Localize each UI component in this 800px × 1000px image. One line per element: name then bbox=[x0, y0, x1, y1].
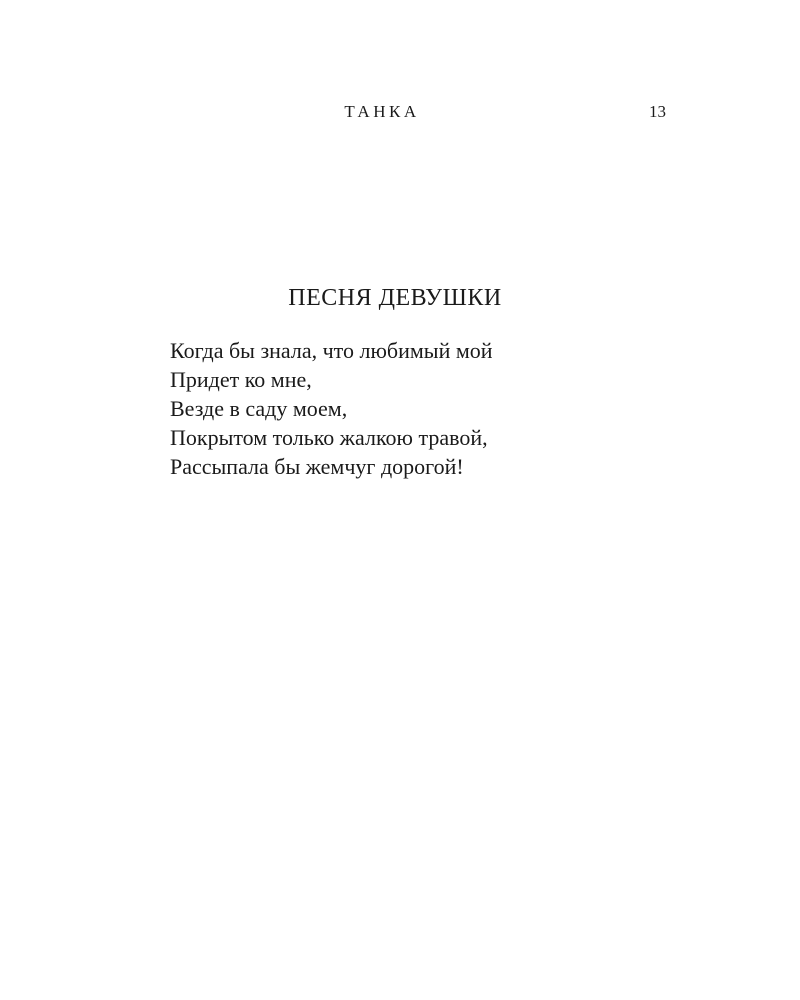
poem-line: Рассыпала бы жемчуг дорогой! bbox=[170, 454, 464, 479]
poem-line: Везде в саду моем, bbox=[170, 396, 348, 421]
poem-line: Придет ко мне, bbox=[170, 367, 312, 392]
running-head bbox=[0, 102, 800, 126]
running-title: ТАНКА bbox=[344, 102, 420, 121]
poem-line: Когда бы знала, что любимый мой bbox=[170, 338, 493, 363]
poem-body bbox=[170, 336, 630, 481]
poem-title: ПЕСНЯ ДЕВУШКИ bbox=[288, 285, 502, 311]
page-number: 13 bbox=[649, 102, 666, 121]
poem-line: Покрытом только жалкою травой, bbox=[170, 425, 488, 450]
